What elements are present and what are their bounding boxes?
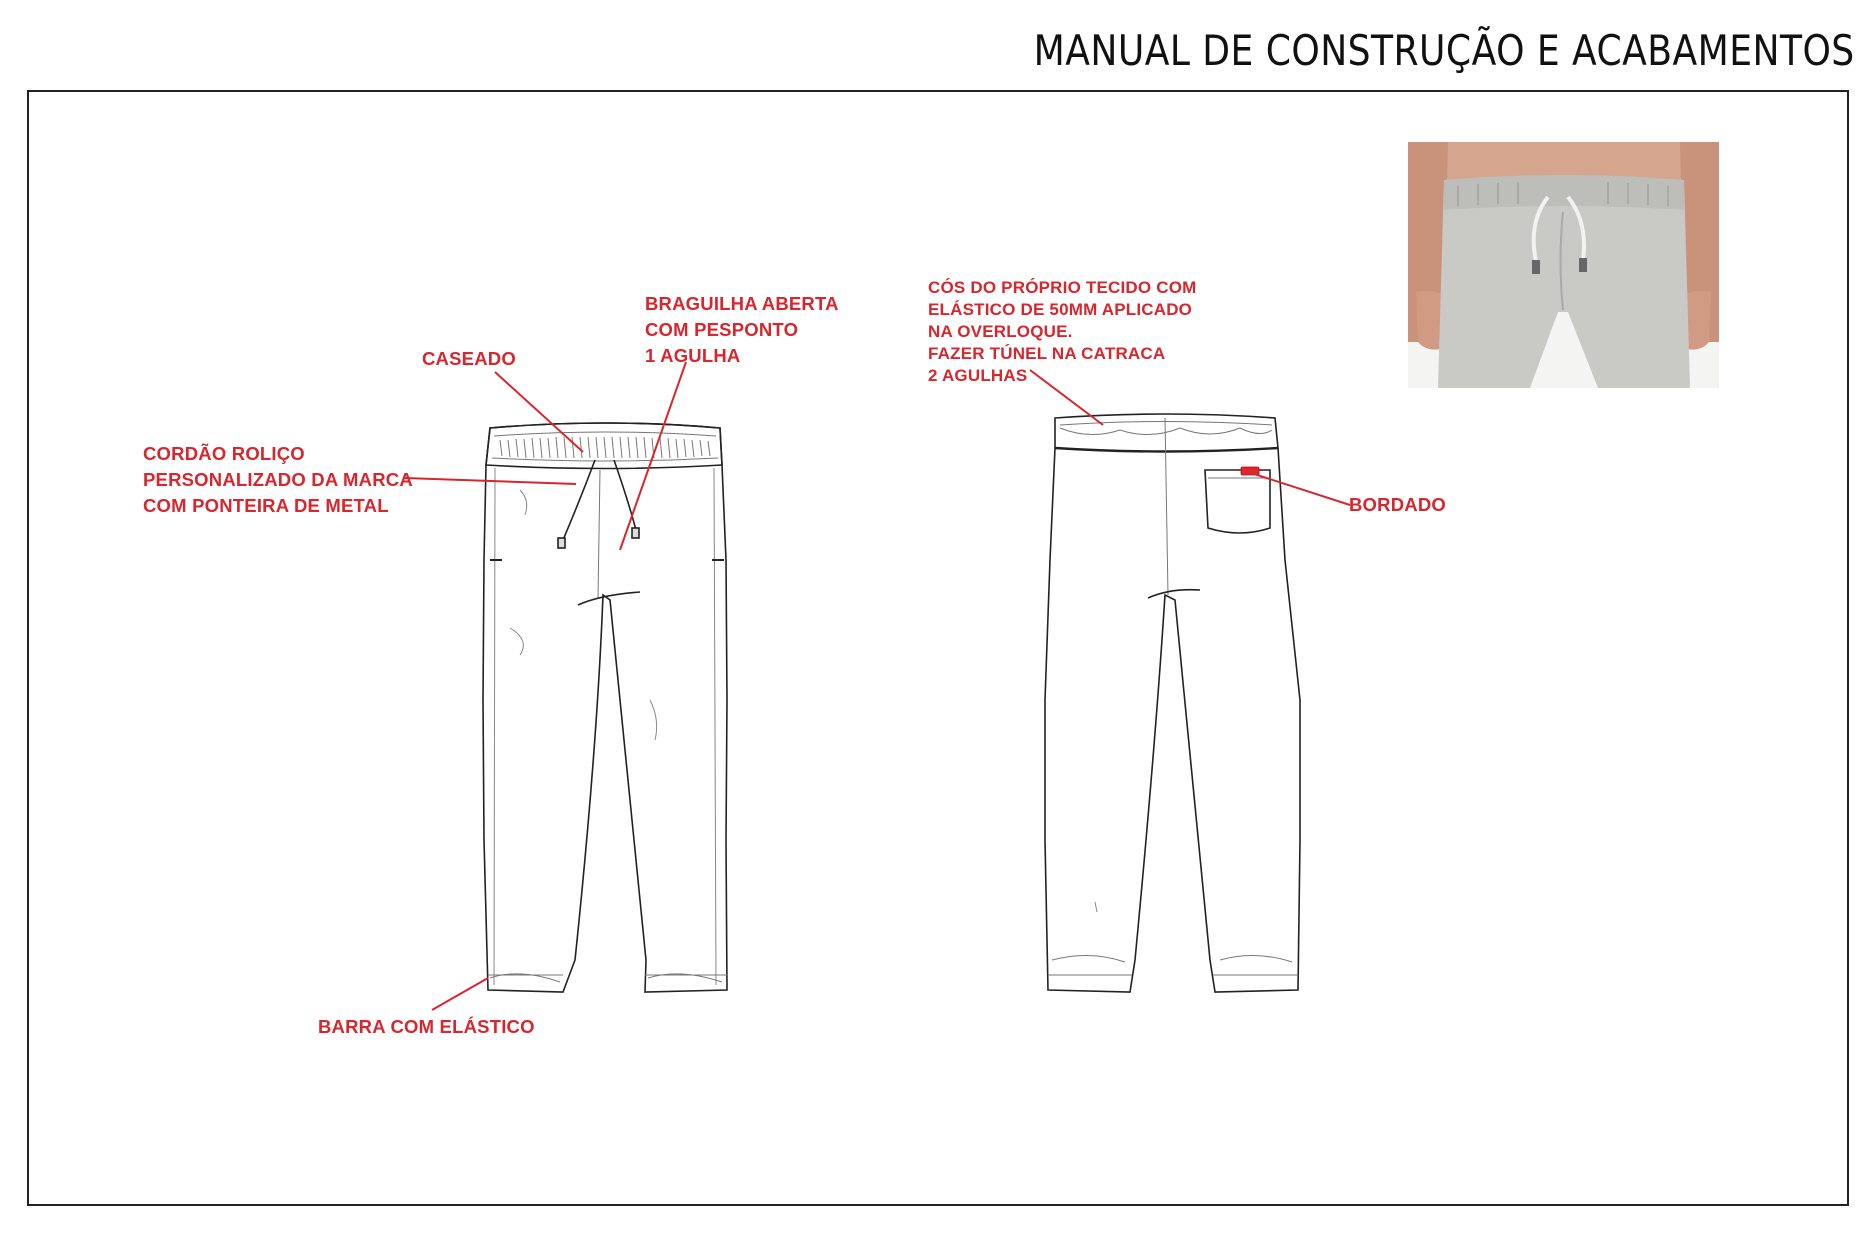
annotation-barra: BARRA COM ELÁSTICO	[318, 1016, 535, 1037]
annotation-braguilha: BRAGUILHA ABERTA COM PESPONTO 1 AGULHA	[645, 293, 839, 366]
annotation-cordao: CORDÃO ROLIÇO PERSONALIZADO DA MARCA COM PONTEIRA DE METAL	[143, 443, 413, 516]
annotation-cos: CÓS DO PRÓPRIO TECIDO COM ELÁSTICO DE 50MM APLICADO NA OVERLOQUE. FAZER TÚNEL NA CATRACA 2 AGULHAS	[928, 278, 1197, 385]
page-title: MANUAL DE CONSTRUÇÃO E ACABAMENTOS	[1033, 26, 1855, 75]
annotation-bordado: BORDADO	[1349, 494, 1446, 515]
back-pants-view	[1045, 414, 1300, 992]
annotation-caseado: CASEADO	[422, 348, 516, 369]
front-pants-view	[483, 423, 727, 992]
